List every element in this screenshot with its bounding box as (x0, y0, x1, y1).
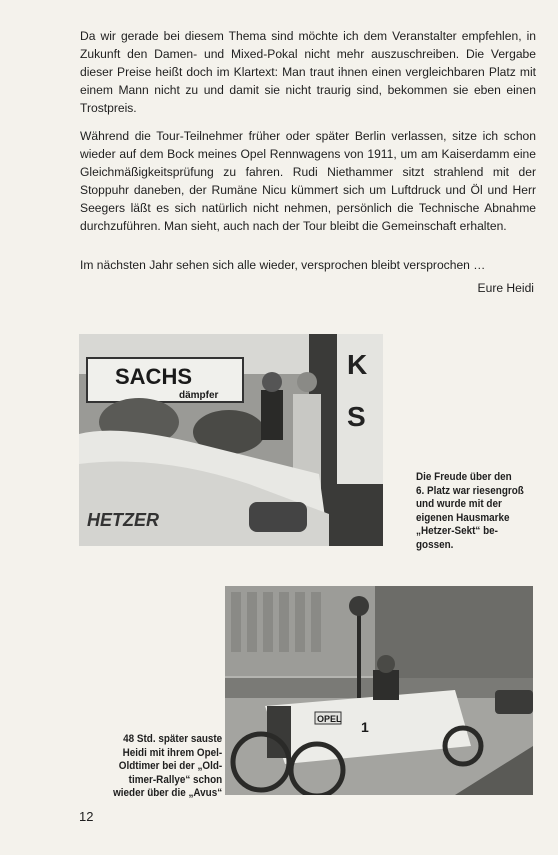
body-paragraph: Im nächsten Jahr sehen sich alle wieder, versprochen bleibt versprochen … (80, 258, 486, 272)
photo-caption-opel (80, 733, 222, 801)
svg-text:1: 1 (361, 719, 369, 735)
signature: Eure Heidi (477, 281, 534, 295)
caption-line: Die Freude über den (416, 471, 512, 483)
caption-line: wieder über die „Avus“ (113, 787, 223, 799)
caption-line: Heidi mit ihrem Opel- (122, 746, 223, 759)
caption-line: 6. Platz war riesengroß (416, 484, 524, 497)
svg-text:S: S (347, 401, 366, 432)
car-text: OPEL (317, 714, 342, 724)
page-number: 12 (79, 809, 94, 824)
caption-line: und wurde mit der (416, 498, 502, 510)
car-text: HETZER (87, 510, 159, 530)
body-paragraph: Während die Tour-Teilnehmer früher oder später Berlin verlassen, sitze ich schon wieder auf dem Bock meines Opel Rennwagens von 1911, um am Kaiserdamm eine Gleichmäßigkeitsprüfung zu fahren. Rudi Niethammer sitzt strahlend mit der Stoppuhr daneben, der Rumäne Nicu kümmert sich um Luftdruck und Öl und Herr Seegers läßt es sich natürlich nicht nehmen, persönlich die Technische Abnahme durchzuführen. Man sieht, auch nach der Tour bleibt die Gemeinschaft erhalten. (80, 129, 536, 233)
caption-line: Oldtimer bei der „Old- (118, 760, 223, 772)
caption-line: 48 Std. später sauste (123, 733, 223, 745)
banner-text: SACHS (115, 364, 193, 389)
banner-subtext: dämpfer (179, 390, 219, 401)
caption-line: „Hetzer-Sekt“ be- (416, 525, 498, 537)
photo-vintage-opel (225, 586, 533, 795)
photo-award-ceremony (79, 334, 383, 546)
caption-line: eigenen Hausmarke (416, 511, 510, 524)
photo-caption-award (416, 471, 551, 552)
svg-text:K: K (347, 349, 368, 380)
photo-vintage-opel-image (225, 586, 533, 795)
photo-award-ceremony-image (79, 334, 383, 546)
caption-line: gossen. (416, 538, 454, 551)
body-paragraph: Da wir gerade bei diesem Thema sind möchte ich dem Veranstalter empfehlen, in Zukunft den Damen- und Mixed-Pokal nicht mehr auszuschreiben. Die Vergabe dieser Preise heißt doch im Klartext: Man traut ihnen einen vergleichbaren Platz mit einem Mann nicht zu und damit sie nicht traurig sind, bekommen sie eben einen Trostpreis. (80, 29, 536, 115)
caption-line: timer-Rallye“ schon (128, 773, 223, 786)
